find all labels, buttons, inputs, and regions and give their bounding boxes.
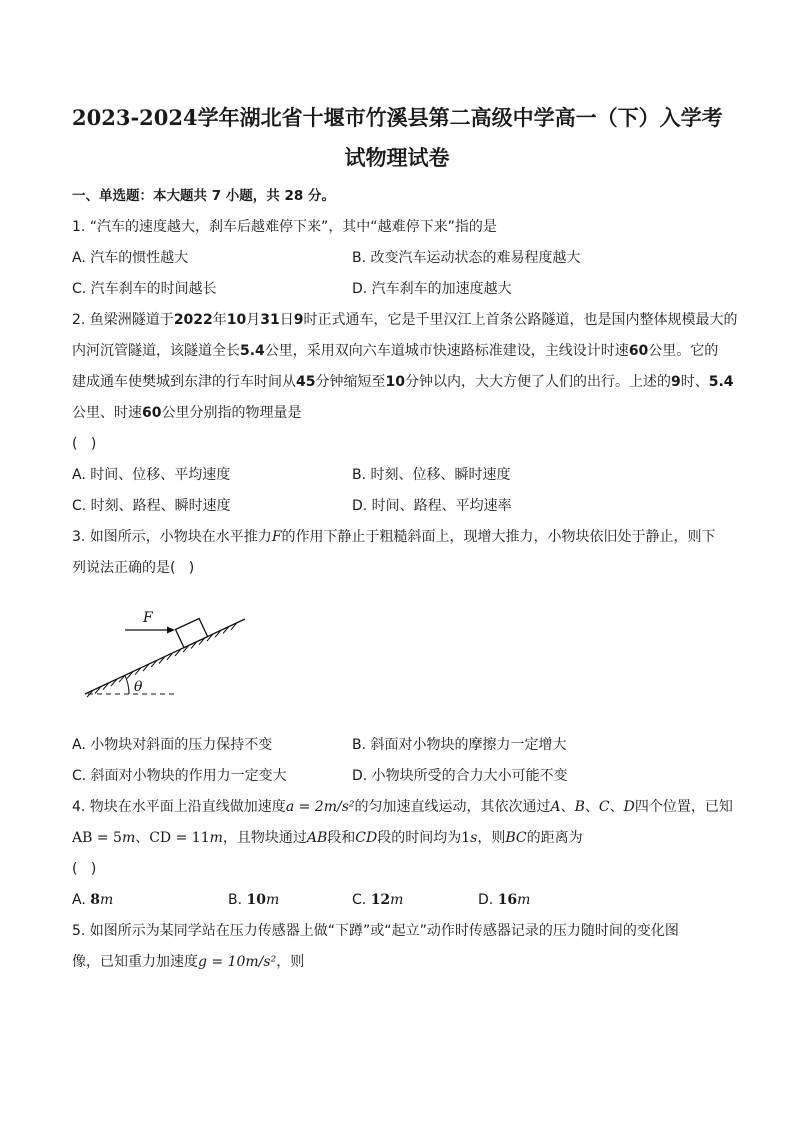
time-value: 1	[461, 830, 471, 846]
question-1-option-a: A. 汽车的惯性越大	[72, 250, 189, 266]
question-3-option-a: A. 小物块对斜面的压力保持不变	[72, 737, 273, 753]
question-3-option-d: D. 小物块所受的合力大小可能不变	[352, 768, 568, 784]
question-3-figure	[72, 584, 722, 730]
segment-label: CD	[355, 830, 378, 846]
question-3	[72, 522, 722, 792]
exam-content	[72, 98, 738, 978]
stem-text: 的作用下静止于粗糙斜面上，现增大推力，小物块依旧处于静止，则下	[281, 529, 716, 545]
stem-text: 日	[279, 312, 294, 328]
option-value: 16	[497, 892, 518, 908]
question-5-stem-line-1: 5. 如图所示为某同学站在压力传感器上做“下蹲”或“起立”动作时传感器记录的压力随时间的变化图	[72, 923, 679, 939]
gravity-expression: g = 10m/s²	[198, 954, 277, 970]
exam-title-line-2: 试物理试卷	[344, 145, 450, 170]
stem-text: 内河沉管隧道，该隧道全长	[72, 343, 240, 359]
stem-text: 、	[560, 799, 575, 815]
question-4-stem-line-1	[72, 792, 733, 823]
question-2-stem-line-4	[72, 398, 722, 429]
stem-text: 年	[212, 312, 227, 328]
stem-number: 31	[260, 312, 280, 328]
block	[176, 619, 208, 648]
option-unit: m	[517, 892, 531, 908]
option-value: 12	[370, 892, 391, 908]
question-2-stem-line-2	[72, 336, 722, 367]
force-f-label: F	[143, 610, 153, 626]
stem-text: 2. 鱼梁洲隧道于	[72, 312, 174, 328]
question-3-stem-line-2: 列说法正确的是( )	[72, 560, 195, 576]
option-value: 8	[90, 892, 100, 908]
stem-text: 4. 物块在水平面上沿直线做加速度	[72, 799, 286, 815]
stem-number: 5.4	[240, 343, 265, 359]
point-label: D	[623, 799, 635, 815]
stem-text: 公里、时速	[72, 405, 142, 421]
question-3-options-row-2	[72, 761, 722, 792]
option-label: B.	[228, 892, 247, 908]
point-label: C	[598, 799, 610, 815]
question-1-option-b: B. 改变汽车运动状态的难易程度越大	[352, 250, 581, 266]
question-1-option-c: C. 汽车刹车的时间越长	[72, 281, 217, 297]
question-5-stem-line-2	[72, 947, 722, 978]
stem-text: 段的时间均为	[377, 830, 462, 846]
stem-text: 、	[609, 799, 624, 815]
option-label: D.	[478, 892, 498, 908]
option-unit: m	[390, 892, 404, 908]
question-2-option-c: C. 时刻、路程、瞬时速度	[72, 498, 231, 514]
point-label: A	[550, 799, 561, 815]
question-3-option-b: B. 斜面对小物块的摩擦力一定增大	[352, 737, 567, 753]
stem-text: 、	[584, 799, 599, 815]
question-2-option-b: B. 时刻、位移、瞬时速度	[352, 467, 511, 483]
question-4-answer-bracket: ( )	[72, 861, 97, 877]
question-5	[72, 916, 722, 978]
stem-text: ，则	[276, 954, 305, 970]
stem-text: 公里。它的	[648, 343, 719, 359]
stem-number: 2022	[173, 312, 213, 328]
unit-symbol: s	[470, 830, 478, 846]
question-4-option-a	[72, 885, 113, 916]
stem-text: 公里，采用双向六车道城市快速路标准建设，主线设计时速	[264, 343, 629, 359]
question-3-stem-line-1	[72, 522, 722, 553]
question-1-options-row-1	[72, 243, 722, 274]
stem-text: 月	[246, 312, 261, 328]
stem-text: 建成通车使樊城到东津的行车时间从	[72, 374, 296, 390]
stem-text: ，则	[477, 830, 506, 846]
stem-text: 时正式通车，它是千里汉江上首条公路隧道，也是国内整体规模最大的	[303, 312, 738, 328]
question-2-options-row-2	[72, 491, 722, 522]
question-4-stem-line-2	[72, 823, 722, 854]
incline-diagram	[72, 584, 322, 730]
stem-text: 公里分别指的物理量是	[161, 405, 302, 421]
stem-text: 3. 如图所示，小物块在水平推力	[72, 529, 272, 545]
question-2-stem-line-1	[72, 305, 738, 336]
question-3-option-c: C. 斜面对小物块的作用力一定变大	[72, 768, 287, 784]
question-2-option-a: A. 时间、位移、平均速度	[72, 467, 231, 483]
section-heading: 一、单选题：本大题共 7 小题，共 28 分。	[72, 188, 335, 204]
stem-number: 60	[628, 343, 649, 359]
question-1	[72, 212, 722, 305]
question-2-option-d: D. 时间、路程、平均速率	[352, 498, 512, 514]
acceleration-expression: a = 2m/s²	[285, 799, 355, 815]
stem-text: 分钟缩短至	[315, 374, 386, 390]
question-1-options-row-2	[72, 274, 722, 305]
option-label: A.	[72, 892, 91, 908]
question-2	[72, 305, 738, 522]
option-unit: m	[266, 892, 280, 908]
force-arrow-head	[167, 627, 175, 634]
stem-text: 时、	[680, 374, 709, 390]
stem-text: 分钟以内，大大方便了人们的出行。上述的	[404, 374, 671, 390]
stem-text: 四个位置，已知	[634, 799, 733, 815]
stem-number: 60	[142, 405, 162, 421]
segment-expression: 、CD = 11	[135, 830, 210, 846]
angle-theta-label: θ	[134, 679, 143, 695]
option-label: C.	[352, 892, 371, 908]
question-4-option-c	[352, 885, 403, 916]
stem-text: 段和	[327, 830, 356, 846]
stem-text: 的匀加速直线运动，其依次通过	[354, 799, 551, 815]
stem-number: 9	[293, 312, 304, 328]
stem-number: 10	[385, 374, 405, 390]
question-1-option-d: D. 汽车刹车的加速度越大	[352, 281, 512, 297]
option-unit: m	[99, 892, 114, 908]
question-4-options-row	[72, 885, 722, 916]
force-symbol: F	[271, 529, 282, 545]
stem-text: ，且物块通过	[222, 830, 307, 846]
question-2-options-row-1	[72, 460, 722, 491]
question-3-options-row-1	[72, 730, 722, 761]
stem-number: 45	[296, 374, 316, 390]
question-2-answer-bracket: ( )	[72, 436, 97, 452]
stem-text: 像，已知重力加速度	[72, 954, 198, 970]
segment-label: BC	[505, 830, 527, 846]
question-4	[72, 792, 733, 916]
question-4-option-b	[228, 885, 279, 916]
segment-label: AB	[306, 830, 328, 846]
unit-symbol: m	[121, 830, 136, 846]
unit-symbol: m	[209, 830, 223, 846]
segment-expression: AB = 5	[72, 830, 122, 846]
stem-number: 5.4	[708, 374, 734, 390]
point-label: B	[574, 799, 585, 815]
option-value: 10	[246, 892, 266, 908]
stem-number: 9	[670, 374, 681, 390]
stem-number: 10	[226, 312, 247, 328]
question-1-stem-line-1: 1. “汽车的速度越大，刹车后越难停下来”，其中“越难停下来”指的是	[72, 219, 497, 235]
question-2-stem-line-3	[72, 367, 734, 398]
question-4-option-d	[478, 885, 530, 916]
exam-title-line-1: 2023-2024学年湖北省十堰市竹溪县第二高级中学高一（下）入学考	[72, 105, 723, 130]
stem-text: 的距离为	[526, 830, 583, 846]
